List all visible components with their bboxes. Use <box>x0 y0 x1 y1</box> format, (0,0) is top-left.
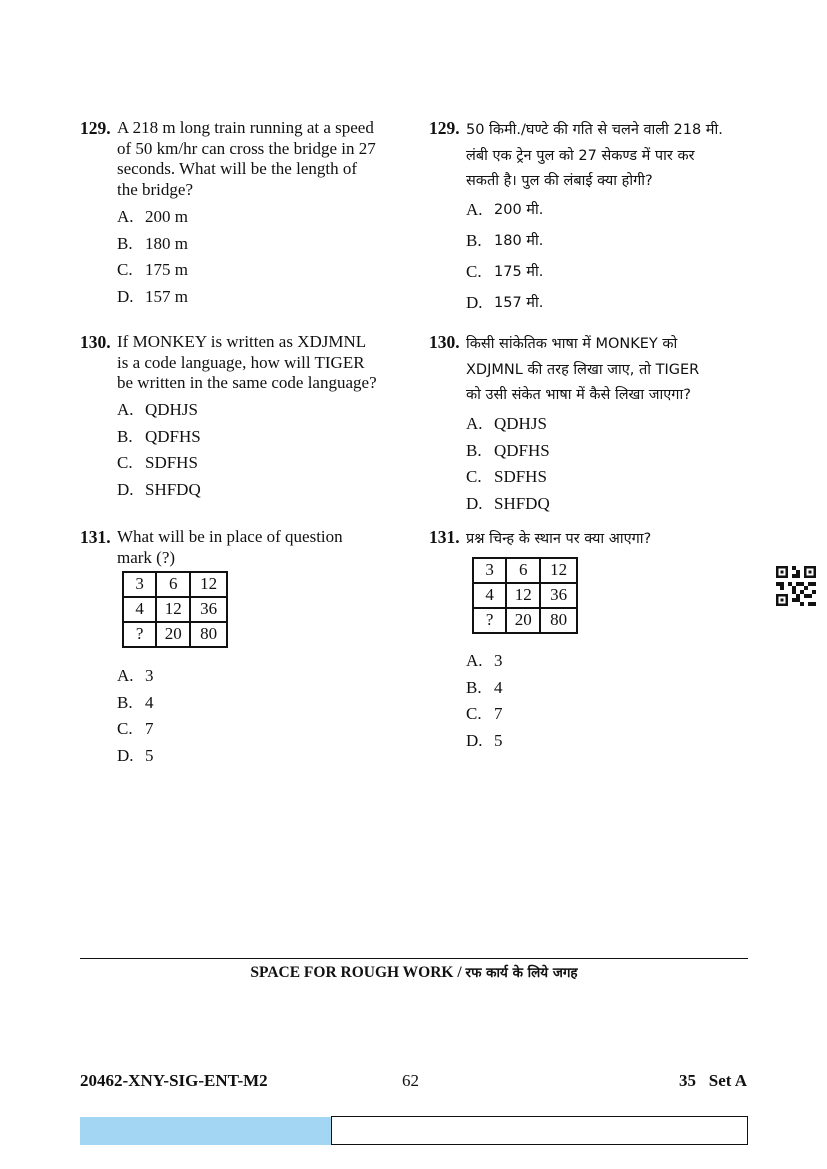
question-text <box>117 332 377 394</box>
grid-cell: 3 <box>123 572 156 597</box>
question-line: What will be in place of question <box>117 527 343 546</box>
question-line: of 50 km/hr can cross the bridge in 27 <box>117 138 376 158</box>
options-list <box>117 400 201 506</box>
question-text <box>466 332 699 409</box>
grid-row <box>123 622 227 647</box>
option-b: B. QDFHS <box>117 426 201 446</box>
option-c: C. 7 <box>466 704 503 723</box>
question-line: लंबी एक ट्रेन पुल को 27 सेकण्ड में पार कर <box>466 147 695 164</box>
grid-cell: 36 <box>540 583 577 608</box>
grid-row <box>473 583 577 608</box>
option-d: D. 5 <box>466 730 503 750</box>
grid-cell: 3 <box>473 558 506 583</box>
grid-cell: 4 <box>123 597 156 622</box>
option-b: B. 180 m <box>117 233 188 253</box>
option-c: C. 175 m <box>117 260 188 279</box>
grid-cell: 80 <box>190 622 227 647</box>
option-a: A. QDHJS <box>466 414 547 433</box>
option-b: B. 4 <box>117 692 154 712</box>
set-label: 35 Set A <box>679 1071 747 1090</box>
question-number: 131. <box>429 527 460 547</box>
question-line: को उसी संकेत भाषा में कैसे लिखा जाएगा? <box>466 387 691 403</box>
number-grid <box>472 557 578 634</box>
footer-color-bar <box>80 1117 331 1145</box>
question-130-en <box>80 332 410 512</box>
options-list <box>466 414 550 520</box>
option-a: A. QDHJS <box>117 400 198 419</box>
grid-row <box>473 558 577 583</box>
grid-row <box>123 572 227 597</box>
options-list <box>117 207 188 313</box>
options-list <box>117 666 154 772</box>
option-c: C. SDFHS <box>466 467 547 486</box>
option-d: D. 5 <box>117 745 154 765</box>
question-text <box>117 118 376 200</box>
grid-cell: 12 <box>190 572 227 597</box>
question-text <box>117 527 343 568</box>
option-a: A. 200 मी. <box>466 200 544 219</box>
question-text <box>466 527 651 553</box>
options-list <box>466 651 503 757</box>
question-line: is a code language, how will TIGER <box>117 352 365 372</box>
question-130-hi <box>429 332 759 517</box>
question-line: XDJMNL की तरह लिखा जाए, तो TIGER <box>466 361 700 378</box>
option-c: C. SDFHS <box>117 453 198 472</box>
grid-cell: ? <box>473 608 506 633</box>
question-line: seconds. What will be the length of <box>117 159 357 178</box>
grid-cell: 36 <box>190 597 227 622</box>
grid-cell: 80 <box>540 608 577 633</box>
option-c: C. 7 <box>117 719 154 738</box>
option-a: A. 200 m <box>117 207 188 226</box>
question-131-hi <box>429 527 759 757</box>
question-number: 131. <box>80 527 111 547</box>
grid-cell: 12 <box>506 583 540 608</box>
grid-cell: 20 <box>156 622 190 647</box>
option-d: D. 157 m <box>117 286 188 306</box>
question-131-en <box>80 527 410 777</box>
option-b: B. QDFHS <box>466 440 550 460</box>
option-b: B. 4 <box>466 677 503 697</box>
options-list <box>466 200 543 324</box>
question-line: be written in the same code language? <box>117 373 377 392</box>
question-number: 130. <box>429 332 460 352</box>
grid-cell: 4 <box>473 583 506 608</box>
option-c: C. 175 मी. <box>466 262 544 281</box>
grid-row <box>123 597 227 622</box>
footer-empty-box <box>331 1116 748 1145</box>
qr-code-icon <box>776 566 816 606</box>
question-number: 129. <box>429 118 460 138</box>
grid-cell: 12 <box>156 597 190 622</box>
option-d: D. SHFDQ <box>466 493 550 513</box>
grid-cell: 20 <box>506 608 540 633</box>
question-line: प्रश्न चिन्ह के स्थान पर क्या आएगा? <box>466 531 652 547</box>
option-d: D. 157 मी. <box>466 293 544 312</box>
option-a: A. 3 <box>466 651 503 670</box>
grid-cell: 6 <box>506 558 540 583</box>
question-line: 50 किमी./घण्टे की गति से चलने वाली 218 मी. <box>466 122 723 138</box>
option-b: B. 180 मी. <box>466 231 544 250</box>
rough-work-label: SPACE FOR ROUGH WORK / रफ कार्य के लिये जगह <box>250 964 578 981</box>
grid-cell: 6 <box>156 572 190 597</box>
question-number: 129. <box>80 118 111 138</box>
question-line: If MONKEY is written as XDJMNL <box>117 332 367 351</box>
grid-cell: 12 <box>540 558 577 583</box>
question-line: सकती है। पुल की लंबाई क्या होगी? <box>466 173 653 189</box>
question-line: A 218 m long train running at a speed <box>117 118 374 137</box>
page-number: 62 <box>402 1071 419 1090</box>
number-grid <box>122 571 228 648</box>
question-line: किसी सांकेतिक भाषा में MONKEY को <box>466 336 678 352</box>
option-d: D. SHFDQ <box>117 479 201 499</box>
question-line: the bridge? <box>117 179 193 199</box>
option-a: A. 3 <box>117 666 154 685</box>
rough-work-divider <box>80 958 748 959</box>
paper-code: 20462-XNY-SIG-ENT-M2 <box>80 1071 268 1090</box>
question-129-en <box>80 118 410 308</box>
question-129-hi <box>429 118 759 323</box>
question-number: 130. <box>80 332 111 352</box>
grid-row <box>473 608 577 633</box>
question-text <box>466 118 723 195</box>
grid-cell: ? <box>123 622 156 647</box>
question-line: mark (?) <box>117 547 176 567</box>
